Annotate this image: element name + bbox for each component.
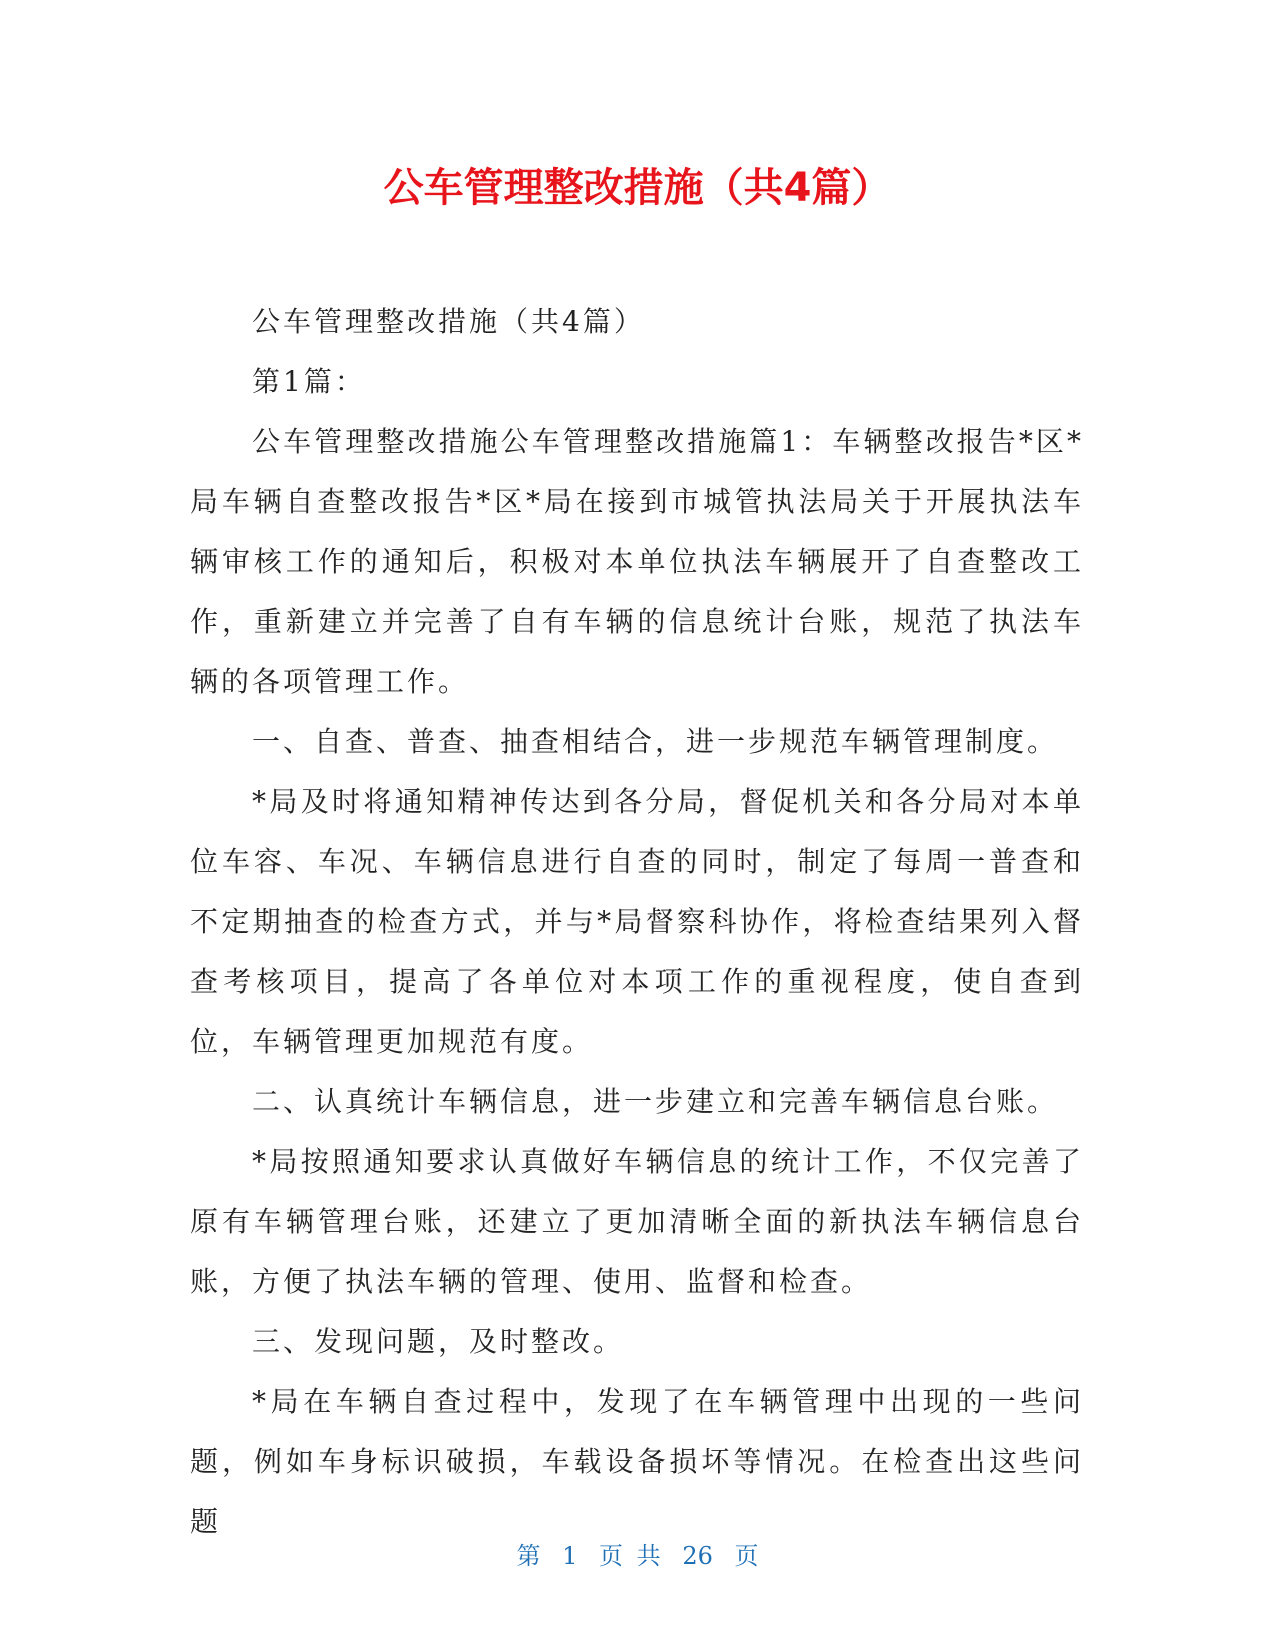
paragraph-point-1-body: *局及时将通知精神传达到各分局，督促机关和各分局对本单位车容、车况、车辆信息进行自查的同时，制定了每周一普查和不定期抽查的检查方式，并与*局督察科协作，将检查结果列入督查考核项目，提高了各单位对本项工作的重视程度，使自查到位，车辆管理更加规范有度。 <box>190 785 1084 1058</box>
footer-page-number: 1 <box>562 1542 578 1570</box>
paragraph-point-3-heading: 三、发现问题，及时整改。 <box>252 1325 625 1358</box>
paragraph-point-3-body: *局在车辆自查过程中，发现了在车辆管理中出现的一些问题，例如车身标识破损，车载设备损坏等情况。在检查出这些问题 <box>190 1385 1084 1538</box>
paragraph-section-heading: 第1篇： <box>252 365 366 398</box>
footer-middle: 页 共 <box>599 1542 661 1570</box>
paragraph-point-2-body: *局按照通知要求认真做好车辆信息的统计工作，不仅完善了原有车辆管理台账，还建立了更加清晰全面的新执法车辆信息台账，方便了执法车辆的管理、使用、监督和检查。 <box>190 1145 1084 1298</box>
footer-suffix: 页 <box>734 1542 759 1570</box>
document-title: 公车管理整改措施（共4篇） <box>383 165 892 211</box>
document-body <box>190 292 1084 1552</box>
page-footer <box>0 1538 1275 1574</box>
footer-prefix: 第 <box>516 1542 541 1570</box>
paragraph-point-2-heading: 二、认真统计车辆信息，进一步建立和完善车辆信息台账。 <box>252 1085 1059 1118</box>
paragraph-subtitle: 公车管理整改措施（共4篇） <box>252 305 645 338</box>
footer-total-pages: 26 <box>682 1542 713 1570</box>
paragraph-intro: 公车管理整改措施公车管理整改措施篇1：车辆整改报告*区*局车辆自查整改报告*区*局在接到市城管执法局关于开展执法车辆审核工作的通知后，积极对本单位执法车辆展开了自查整改工作，重新建立并完善了自有车辆的信息统计台账，规范了执法车辆的各项管理工作。 <box>190 425 1084 698</box>
paragraph-point-1-heading: 一、自查、普查、抽查相结合，进一步规范车辆管理制度。 <box>252 725 1059 758</box>
